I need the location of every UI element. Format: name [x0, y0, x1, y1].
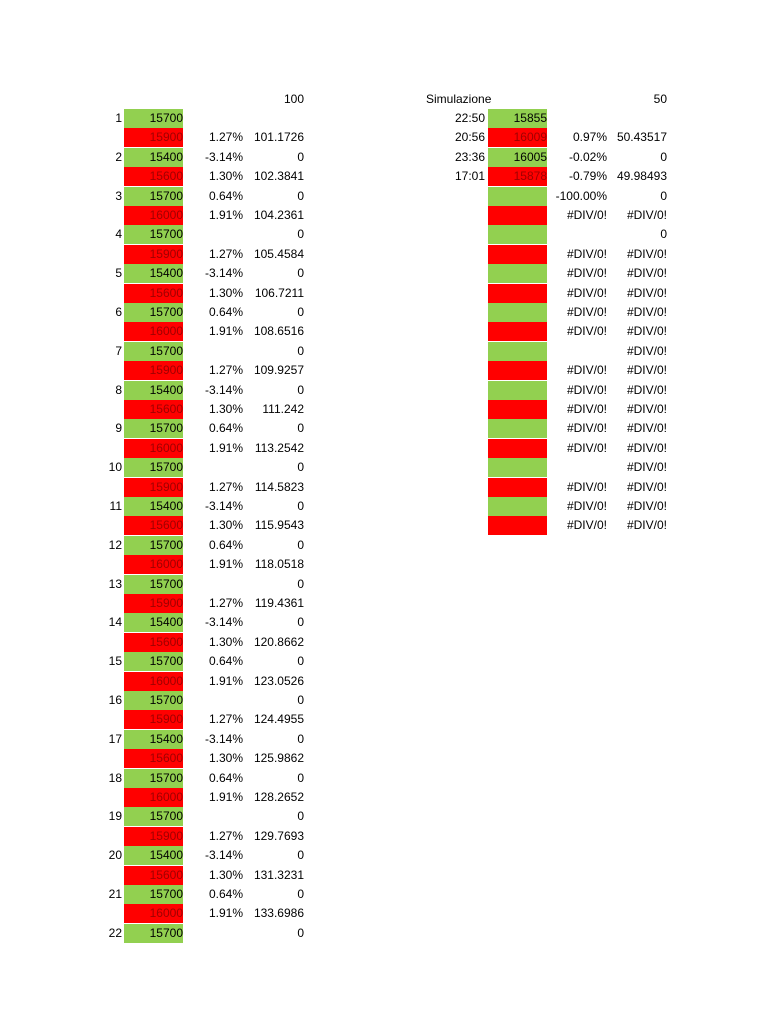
sim-value-cell[interactable]	[488, 264, 547, 283]
row-number-cell[interactable]: 18	[108, 770, 122, 785]
sim-percent-cell[interactable]: 0.97%	[572, 130, 607, 145]
table-row	[0, 361, 768, 380]
time-cell[interactable]	[420, 245, 485, 264]
percent-cell[interactable]	[186, 807, 243, 826]
time-cell[interactable]	[420, 187, 485, 206]
time-cell[interactable]	[420, 400, 485, 419]
sim-value-cell[interactable]	[488, 284, 547, 303]
sim-amount-cell[interactable]: #DIV/0!	[626, 479, 667, 494]
percent-cell[interactable]: 1.91%	[208, 790, 243, 804]
row-number-cell[interactable]: 3	[115, 188, 122, 203]
sim-amount-cell[interactable]: #DIV/0!	[626, 266, 667, 281]
sim-percent-cell[interactable]: -100.00%	[555, 188, 607, 203]
amount-cell[interactable]: 0	[297, 149, 304, 164]
value-cell[interactable]: 15700	[124, 691, 183, 710]
row-number-cell[interactable]: 15	[108, 654, 122, 669]
amount-cell[interactable]: 113.2542	[254, 440, 304, 455]
value-cell[interactable]: 16000	[124, 555, 183, 574]
amount-cell[interactable]: 105.4584	[253, 246, 304, 261]
amount-cell[interactable]: 115.9543	[254, 518, 304, 533]
sim-value-cell[interactable]	[488, 225, 547, 244]
percent-cell[interactable]: 1.27%	[208, 828, 243, 843]
sim-value-cell[interactable]	[488, 439, 547, 458]
amount-cell[interactable]: 102.3841	[253, 169, 304, 184]
sim-percent-cell[interactable]: -0.79%	[568, 169, 607, 184]
value-cell[interactable]: 16000	[124, 672, 183, 691]
table-row	[0, 885, 768, 904]
table-row	[0, 846, 768, 865]
value-cell[interactable]: 15700	[124, 885, 183, 904]
time-cell[interactable]: 22:50	[454, 111, 485, 125]
row-number-cell[interactable]: 10	[108, 460, 122, 475]
right-header-amount: 50	[653, 92, 667, 106]
amount-cell[interactable]: 0	[297, 770, 304, 785]
percent-cell[interactable]: 1.27%	[208, 596, 243, 610]
value-cell[interactable]: 15900	[124, 478, 183, 497]
sim-amount-cell[interactable]	[610, 109, 667, 128]
time-cell[interactable]	[420, 419, 485, 438]
table-row	[0, 284, 768, 303]
table-row	[0, 342, 768, 361]
sim-amount-cell[interactable]: #DIV/0!	[626, 363, 667, 378]
percent-cell[interactable]: 1.27%	[208, 712, 243, 727]
row-number-cell[interactable]: 6	[115, 305, 122, 319]
sim-value-cell[interactable]	[488, 361, 547, 380]
sim-value-cell[interactable]: 16009	[488, 128, 547, 147]
sim-amount-cell[interactable]: #DIV/0!	[626, 440, 667, 455]
sim-percent-cell[interactable]: #DIV/0!	[566, 421, 607, 436]
sim-percent-cell[interactable]: #DIV/0!	[566, 208, 607, 222]
value-cell[interactable]: 15700	[124, 807, 183, 826]
value-cell[interactable]: 15900	[124, 827, 183, 846]
amount-cell[interactable]: 0	[297, 499, 304, 513]
value-cell[interactable]: 16000	[124, 439, 183, 458]
amount-cell[interactable]: 0	[297, 731, 304, 746]
sim-percent-cell[interactable]: #DIV/0!	[566, 324, 607, 339]
sim-value-cell[interactable]	[488, 516, 547, 535]
row-number-cell[interactable]	[80, 904, 122, 923]
sim-percent-cell[interactable]	[550, 109, 607, 128]
table-row	[0, 167, 768, 186]
value-cell[interactable]: 15600	[124, 749, 183, 768]
percent-cell[interactable]: 1.30%	[208, 402, 243, 416]
percent-cell[interactable]: 1.91%	[208, 324, 243, 339]
time-cell[interactable]	[420, 497, 485, 516]
table-row	[0, 536, 768, 555]
table-row	[0, 322, 768, 341]
sim-value-cell[interactable]	[488, 303, 547, 322]
table-row	[0, 458, 768, 477]
table-row	[0, 400, 768, 419]
sim-value-cell[interactable]	[488, 478, 547, 497]
sim-value-cell[interactable]	[488, 497, 547, 516]
amount-cell[interactable]: 133.6986	[253, 906, 304, 921]
sim-percent-cell[interactable]: #DIV/0!	[566, 266, 607, 281]
table-row	[0, 109, 768, 128]
row-number-cell[interactable]: 19	[108, 809, 122, 824]
sim-amount-cell[interactable]: #DIV/0!	[626, 499, 667, 513]
row-number-cell[interactable]	[80, 866, 122, 885]
value-cell[interactable]: 15700	[124, 187, 183, 206]
percent-cell[interactable]: 1.27%	[208, 479, 243, 494]
table-row	[0, 672, 768, 691]
percent-cell[interactable]: 1.91%	[208, 673, 243, 688]
value-cell[interactable]: 15600	[124, 400, 183, 419]
percent-cell[interactable]: 1.27%	[208, 246, 243, 261]
table-row	[0, 439, 768, 458]
sim-amount-cell[interactable]: #DIV/0!	[626, 208, 667, 222]
sim-percent-cell[interactable]: #DIV/0!	[566, 382, 607, 397]
value-cell[interactable]: 15900	[124, 128, 183, 147]
value-cell[interactable]: 15700	[124, 225, 183, 244]
value-cell[interactable]: 16000	[124, 206, 183, 225]
sim-value-cell[interactable]: 15878	[488, 167, 547, 186]
value-cell[interactable]: 15700	[124, 303, 183, 322]
table-row	[0, 516, 768, 535]
time-cell[interactable]	[420, 478, 485, 497]
time-cell[interactable]: 17:01	[454, 169, 485, 184]
value-cell[interactable]: 16000	[124, 788, 183, 807]
sim-percent-cell[interactable]: #DIV/0!	[566, 246, 607, 261]
sim-amount-cell[interactable]: 49.98493	[616, 169, 667, 184]
value-cell[interactable]: 15600	[124, 284, 183, 303]
value-cell[interactable]: 15700	[124, 419, 183, 438]
time-cell[interactable]	[420, 439, 485, 458]
table-row	[0, 478, 768, 497]
table-row	[0, 594, 768, 613]
amount-cell[interactable]: 0	[297, 343, 304, 358]
sim-amount-cell[interactable]: #DIV/0!	[626, 518, 667, 533]
time-cell[interactable]: 23:36	[454, 149, 485, 164]
time-cell[interactable]	[420, 303, 485, 322]
sim-percent-cell[interactable]: #DIV/0!	[566, 518, 607, 533]
value-cell[interactable]: 15700	[124, 575, 183, 594]
percent-cell[interactable]: 0.64%	[208, 305, 243, 319]
sim-value-cell[interactable]	[488, 322, 547, 341]
amount-cell[interactable]: 119.4361	[254, 596, 304, 610]
table-row	[0, 807, 768, 826]
percent-cell[interactable]: -3.14%	[204, 266, 243, 281]
sim-value-cell[interactable]	[488, 419, 547, 438]
sim-amount-cell[interactable]: 50.43517	[616, 130, 667, 145]
percent-cell[interactable]: 0.64%	[208, 654, 243, 669]
sim-value-cell[interactable]	[488, 400, 547, 419]
amount-cell[interactable]: 0	[297, 266, 304, 281]
table-row	[0, 128, 768, 147]
row-number-cell[interactable]	[80, 594, 122, 613]
table-row	[0, 575, 768, 594]
row-number-cell[interactable]	[80, 710, 122, 729]
amount-cell[interactable]: 114.5823	[254, 479, 304, 494]
sim-percent-cell[interactable]: #DIV/0!	[566, 499, 607, 513]
amount-cell[interactable]: 0	[297, 305, 304, 319]
value-cell[interactable]: 15400	[124, 264, 183, 283]
time-cell[interactable]	[420, 225, 485, 244]
percent-cell[interactable]: 0.64%	[208, 537, 243, 552]
sim-percent-cell[interactable]: #DIV/0!	[566, 305, 607, 319]
value-cell[interactable]: 15400	[124, 497, 183, 516]
percent-cell[interactable]: -3.14%	[204, 149, 243, 164]
row-number-cell[interactable]: 5	[115, 266, 122, 281]
right-header-label: Simulazione	[426, 92, 492, 106]
row-number-cell[interactable]: 12	[108, 537, 122, 552]
table-row	[0, 788, 768, 807]
table-row	[0, 206, 768, 225]
amount-cell[interactable]: 106.7211	[254, 285, 304, 300]
sim-amount-cell[interactable]: #DIV/0!	[626, 421, 667, 436]
sim-percent-cell[interactable]	[550, 458, 607, 477]
value-cell[interactable]: 15600	[124, 866, 183, 885]
table-row	[0, 904, 768, 923]
sim-amount-cell[interactable]: #DIV/0!	[626, 382, 667, 397]
sim-amount-cell[interactable]: #DIV/0!	[626, 343, 667, 358]
value-cell[interactable]: 15900	[124, 710, 183, 729]
row-number-cell[interactable]: 1	[115, 111, 122, 125]
amount-cell[interactable]: 120.8662	[253, 634, 304, 649]
sim-amount-cell[interactable]: #DIV/0!	[626, 402, 667, 416]
amount-cell[interactable]: 0	[297, 227, 304, 242]
percent-cell[interactable]: 1.30%	[208, 867, 243, 882]
sim-value-cell[interactable]	[488, 206, 547, 225]
row-number-cell[interactable]: 22	[108, 925, 122, 940]
table-row	[0, 769, 768, 788]
value-cell[interactable]: 15900	[124, 594, 183, 613]
table-row	[0, 633, 768, 652]
sim-value-cell[interactable]	[488, 342, 547, 361]
amount-cell[interactable]: 101.1726	[253, 130, 304, 145]
amount-cell[interactable]: 0	[297, 925, 304, 940]
value-cell[interactable]: 15900	[124, 361, 183, 380]
percent-cell[interactable]: -3.14%	[204, 499, 243, 513]
amount-cell[interactable]: 111.242	[262, 402, 304, 416]
row-number-cell[interactable]	[80, 749, 122, 768]
amount-cell[interactable]: 125.9862	[253, 751, 304, 766]
value-cell[interactable]: 15700	[124, 109, 183, 128]
row-number-cell[interactable]	[80, 788, 122, 807]
table-row	[0, 730, 768, 749]
percent-cell[interactable]: 1.30%	[208, 751, 243, 766]
sim-value-cell[interactable]	[488, 245, 547, 264]
sim-amount-cell[interactable]: #DIV/0!	[626, 460, 667, 475]
row-number-cell[interactable]	[80, 672, 122, 691]
row-number-cell[interactable]	[80, 555, 122, 574]
amount-cell[interactable]: 0	[297, 654, 304, 669]
sim-value-cell[interactable]	[488, 187, 547, 206]
percent-cell[interactable]: -3.14%	[204, 382, 243, 397]
amount-cell[interactable]: 0	[297, 576, 304, 591]
sim-amount-cell[interactable]: 0	[660, 227, 667, 242]
table-row	[0, 749, 768, 768]
sim-value-cell[interactable]: 16005	[488, 148, 547, 167]
percent-cell[interactable]: 1.27%	[208, 130, 243, 145]
row-number-cell[interactable]: 17	[108, 731, 122, 746]
amount-cell[interactable]: 129.7693	[253, 828, 304, 843]
table-row	[0, 613, 768, 632]
table-row	[0, 187, 768, 206]
row-number-cell[interactable]: 8	[115, 382, 122, 397]
percent-cell[interactable]: 1.91%	[208, 557, 243, 572]
percent-cell[interactable]: 1.30%	[208, 285, 243, 300]
row-number-cell[interactable]	[80, 633, 122, 652]
amount-cell[interactable]: 108.6516	[253, 324, 304, 339]
sim-percent-cell[interactable]: #DIV/0!	[566, 440, 607, 455]
percent-cell[interactable]: 1.27%	[208, 363, 243, 378]
percent-cell[interactable]: 1.30%	[208, 518, 243, 533]
time-cell[interactable]: 20:56	[454, 130, 485, 145]
row-number-cell[interactable]: 4	[115, 227, 122, 242]
time-cell[interactable]	[420, 458, 485, 477]
value-cell[interactable]: 15700	[124, 652, 183, 671]
row-number-cell[interactable]	[80, 827, 122, 846]
sim-value-cell[interactable]: 15855	[488, 109, 547, 128]
amount-cell[interactable]: 0	[297, 188, 304, 203]
percent-cell[interactable]	[186, 924, 243, 943]
row-number-cell[interactable]: 11	[109, 499, 122, 513]
percent-cell[interactable]: 1.91%	[208, 208, 243, 222]
sim-amount-cell[interactable]: 0	[660, 149, 667, 164]
sim-amount-cell[interactable]: 0	[660, 188, 667, 203]
time-cell[interactable]	[420, 206, 485, 225]
row-number-cell[interactable]: 7	[115, 343, 122, 358]
time-cell[interactable]	[420, 516, 485, 535]
table-row	[0, 924, 768, 943]
percent-cell[interactable]: 0.64%	[208, 188, 243, 203]
amount-cell[interactable]: 109.9257	[253, 363, 304, 378]
percent-cell[interactable]: 1.91%	[208, 906, 243, 921]
value-cell[interactable]: 15900	[124, 245, 183, 264]
value-cell[interactable]: 15600	[124, 633, 183, 652]
percent-cell[interactable]: 1.30%	[208, 634, 243, 649]
table-row	[0, 827, 768, 846]
row-number-cell[interactable]: 13	[108, 576, 122, 591]
sim-amount-cell[interactable]: #DIV/0!	[626, 246, 667, 261]
amount-cell[interactable]: 131.3231	[253, 867, 304, 882]
table-row	[0, 555, 768, 574]
time-cell[interactable]	[420, 284, 485, 303]
sim-percent-cell[interactable]: -0.02%	[568, 149, 607, 164]
value-cell[interactable]: 15400	[124, 613, 183, 632]
sim-percent-cell[interactable]: #DIV/0!	[566, 479, 607, 494]
amount-cell[interactable]: 124.4955	[253, 712, 304, 727]
table-row	[0, 691, 768, 710]
value-cell[interactable]: 15700	[124, 769, 183, 788]
time-cell[interactable]	[420, 322, 485, 341]
amount-cell[interactable]: 0	[297, 809, 304, 824]
sim-percent-cell[interactable]: #DIV/0!	[566, 285, 607, 300]
percent-cell[interactable]: 1.91%	[208, 440, 243, 455]
percent-cell[interactable]: -3.14%	[204, 615, 243, 630]
table-row	[0, 225, 768, 244]
amount-cell[interactable]: 0	[297, 382, 304, 397]
row-number-cell[interactable]: 16	[108, 693, 122, 707]
percent-cell[interactable]	[186, 575, 243, 594]
value-cell[interactable]: 15700	[124, 342, 183, 361]
table-row	[0, 148, 768, 167]
time-cell[interactable]	[420, 342, 485, 361]
amount-cell[interactable]: 118.0518	[254, 557, 304, 572]
table-row	[0, 710, 768, 729]
percent-cell[interactable]: 0.64%	[208, 887, 243, 901]
row-number-cell[interactable]: 14	[108, 615, 122, 630]
sim-amount-cell[interactable]: #DIV/0!	[626, 305, 667, 319]
sim-amount-cell[interactable]: #DIV/0!	[626, 285, 667, 300]
amount-cell[interactable]: 123.0526	[253, 673, 304, 688]
percent-cell[interactable]: 1.30%	[208, 169, 243, 184]
left-header-amount: 100	[283, 92, 304, 106]
table-row	[0, 381, 768, 400]
value-cell[interactable]: 15600	[124, 167, 183, 186]
amount-cell[interactable]: 0	[297, 693, 304, 707]
amount-cell[interactable]: 0	[297, 421, 304, 436]
table-row	[0, 245, 768, 264]
value-cell[interactable]: 15400	[124, 381, 183, 400]
sim-percent-cell[interactable]	[550, 342, 607, 361]
table-row	[0, 303, 768, 322]
row-number-cell[interactable]: 20	[108, 848, 122, 863]
sim-percent-cell[interactable]: #DIV/0!	[566, 402, 607, 416]
value-cell[interactable]: 15400	[124, 846, 183, 865]
sim-amount-cell[interactable]: #DIV/0!	[626, 324, 667, 339]
percent-cell[interactable]	[186, 691, 243, 710]
percent-cell[interactable]: -3.14%	[204, 731, 243, 746]
table-row	[0, 497, 768, 516]
row-number-cell[interactable]: 2	[115, 149, 122, 164]
table-row	[0, 419, 768, 438]
value-cell[interactable]: 15700	[124, 924, 183, 943]
amount-cell[interactable]: 128.2652	[253, 790, 304, 804]
percent-cell[interactable]: -3.14%	[204, 848, 243, 863]
table-row	[0, 652, 768, 671]
sim-value-cell[interactable]	[488, 381, 547, 400]
value-cell[interactable]: 16000	[124, 322, 183, 341]
table-row	[0, 264, 768, 283]
value-cell[interactable]: 16000	[124, 904, 183, 923]
amount-cell[interactable]: 0	[297, 887, 304, 901]
table-row	[0, 866, 768, 885]
time-cell[interactable]	[420, 264, 485, 283]
percent-cell[interactable]: 0.64%	[208, 770, 243, 785]
value-cell[interactable]: 15400	[124, 148, 183, 167]
value-cell[interactable]: 15700	[124, 458, 183, 477]
amount-cell[interactable]: 0	[297, 460, 304, 475]
value-cell[interactable]: 15700	[124, 536, 183, 555]
percent-cell[interactable]: 0.64%	[208, 421, 243, 436]
row-number-cell[interactable]: 21	[108, 887, 122, 901]
amount-cell[interactable]: 0	[297, 615, 304, 630]
value-cell[interactable]: 15400	[124, 730, 183, 749]
time-cell[interactable]	[420, 381, 485, 400]
value-cell[interactable]: 15600	[124, 516, 183, 535]
amount-cell[interactable]: 104.2361	[253, 208, 304, 222]
sim-percent-cell[interactable]: #DIV/0!	[566, 363, 607, 378]
amount-cell[interactable]: 0	[297, 848, 304, 863]
sim-percent-cell[interactable]	[550, 225, 607, 244]
amount-cell[interactable]: 0	[297, 537, 304, 552]
row-number-cell[interactable]: 9	[115, 421, 122, 436]
time-cell[interactable]	[420, 361, 485, 380]
sim-value-cell[interactable]	[488, 458, 547, 477]
